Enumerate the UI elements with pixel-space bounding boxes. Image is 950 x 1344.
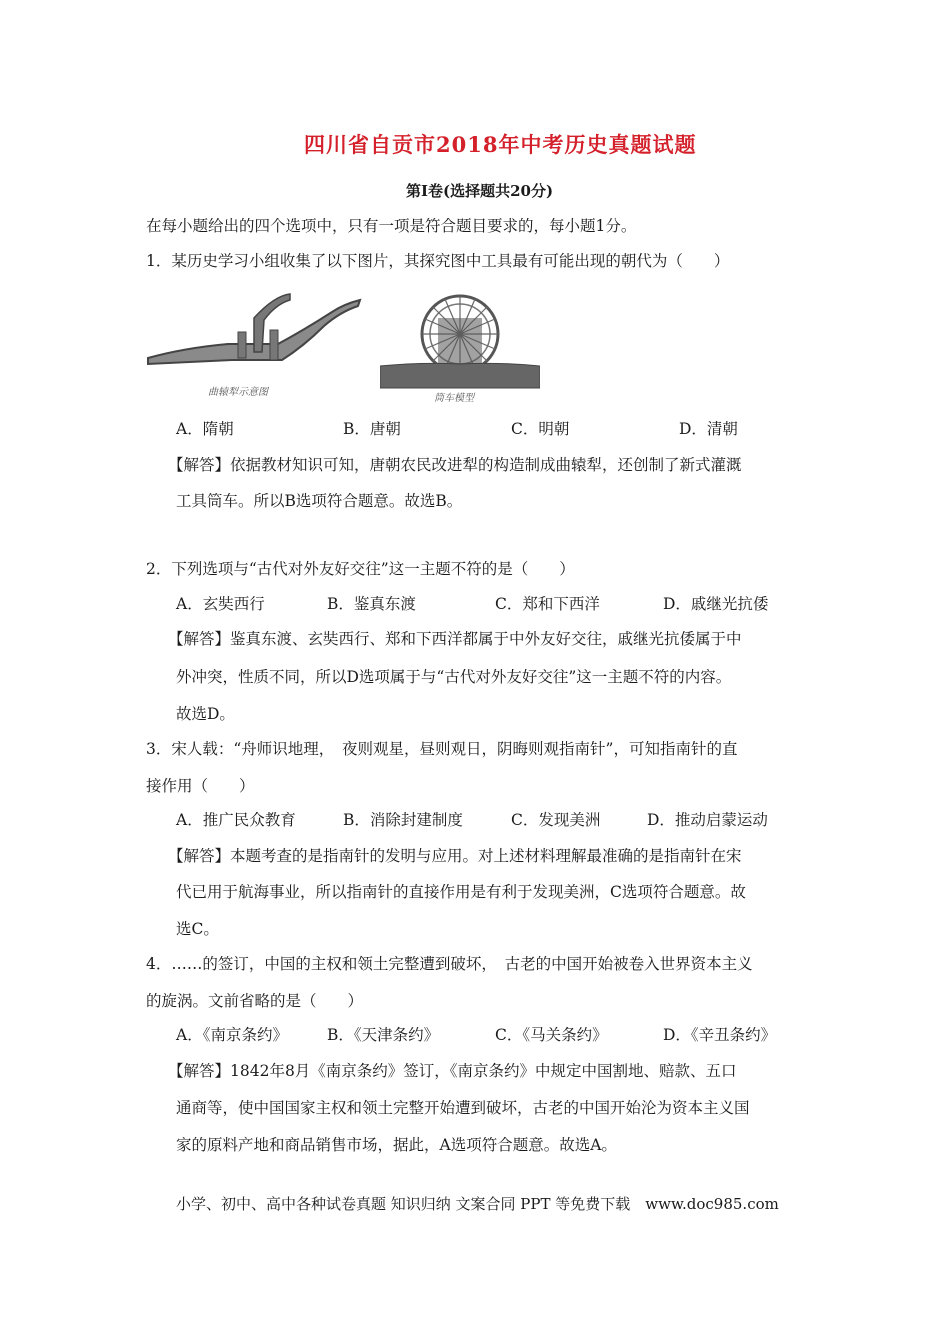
question-4-stem-line-2: 的旋涡。文前省略的是（ ） <box>146 992 364 1010</box>
q3-option-d: D．推动启蒙运动 <box>647 811 768 829</box>
q1-answer-line-1: 【解答】依据教材知识可知，唐朝农民改进犁的构造制成曲辕犁，还创制了新式灌溉 <box>168 456 742 474</box>
q4-option-b: B．《天津条约》 <box>327 1026 440 1044</box>
q4-option-a: A．《南京条约》 <box>176 1026 288 1044</box>
q2-answer-line-1: 【解答】鉴真东渡、玄奘西行、郑和下西洋都属于中外友好交往，戚继光抗倭属于中 <box>168 630 742 648</box>
curved-plough-figure <box>144 290 364 402</box>
q4-answer-line-1: 【解答】1842年8月《南京条约》签订，《南京条约》中规定中国割地、赔款、五口 <box>168 1062 737 1080</box>
q1-option-a: A．隋朝 <box>176 420 234 438</box>
question-1-stem: 1．某历史学习小组收集了以下图片，其探究图中工具最有可能出现的朝代为（ ） <box>146 252 730 270</box>
waterwheel-figure <box>380 288 540 406</box>
q3-option-a: A．推广民众教育 <box>176 811 296 829</box>
question-2-stem: 2．下列选项与“古代对外友好交往”这一主题不符的是（ ） <box>146 560 575 578</box>
q3-answer-line-2: 代已用于航海事业，所以指南针的直接作用是有利于发现美洲，C选项符合题意。故 <box>176 883 746 901</box>
q2-option-a: A．玄奘西行 <box>176 595 265 613</box>
q2-option-b: B．鉴真东渡 <box>327 595 416 613</box>
q1-option-b: B．唐朝 <box>343 420 401 438</box>
question-3-stem-line-1: 3．宋人载：“舟师识地理， 夜则观星，昼则观日，阴晦则观指南针”，可知指南针的直 <box>146 740 738 758</box>
instruction-text: 在每小题给出的四个选项中，只有一项是符合题目要求的，每小题1分。 <box>146 217 637 235</box>
q1-option-c: C．明朝 <box>511 420 570 438</box>
waterwheel-caption: 筒车模型 <box>434 393 474 404</box>
q4-answer-line-2: 通商等，使中国国家主权和领土完整开始遭到破坏，古老的中国开始沦为资本主义国 <box>176 1099 750 1117</box>
q3-answer-line-3: 选C。 <box>176 920 219 938</box>
page-footer: 小学、初中、高中各种试卷真题 知识归纳 文案合同 PPT 等免费下载 www.doc985.com <box>176 1195 779 1213</box>
q3-option-c: C．发现美洲 <box>511 811 601 829</box>
q2-option-c: C．郑和下西洋 <box>495 595 600 613</box>
q1-option-d: D．清朝 <box>679 420 738 438</box>
q3-answer-line-1: 【解答】本题考查的是指南针的发明与应用。对上述材料理解最准确的是指南针在宋 <box>168 847 742 865</box>
question-4-stem-line-1: 4．……的签订，中国的主权和领土完整遭到破坏， 古老的中国开始被卷入世界资本主义 <box>146 955 753 973</box>
q2-answer-line-2: 外冲突，性质不同，所以D选项属于与“古代对外友好交往”这一主题不符的内容。 <box>176 668 732 686</box>
q2-option-d: D．戚继光抗倭 <box>663 595 769 613</box>
q4-option-c: C．《马关条约》 <box>495 1026 608 1044</box>
q4-answer-line-3: 家的原料产地和商品销售市场，据此，A选项符合题意。故选A。 <box>176 1136 617 1154</box>
q1-answer-line-2: 工具筒车。所以B选项符合题意。故选B。 <box>176 492 463 510</box>
section-heading: 第Ⅰ卷(选择题共20分) <box>406 182 554 200</box>
q4-option-d: D．《辛丑条约》 <box>663 1026 777 1044</box>
page-title: 四川省自贡市2018年中考历史真题试题 <box>304 132 697 157</box>
question-3-stem-line-2: 接作用（ ） <box>146 777 255 795</box>
q2-answer-line-3: 故选D。 <box>176 705 235 723</box>
q3-option-b: B．消除封建制度 <box>343 811 463 829</box>
plough-caption: 曲辕犁示意图 <box>208 387 268 398</box>
